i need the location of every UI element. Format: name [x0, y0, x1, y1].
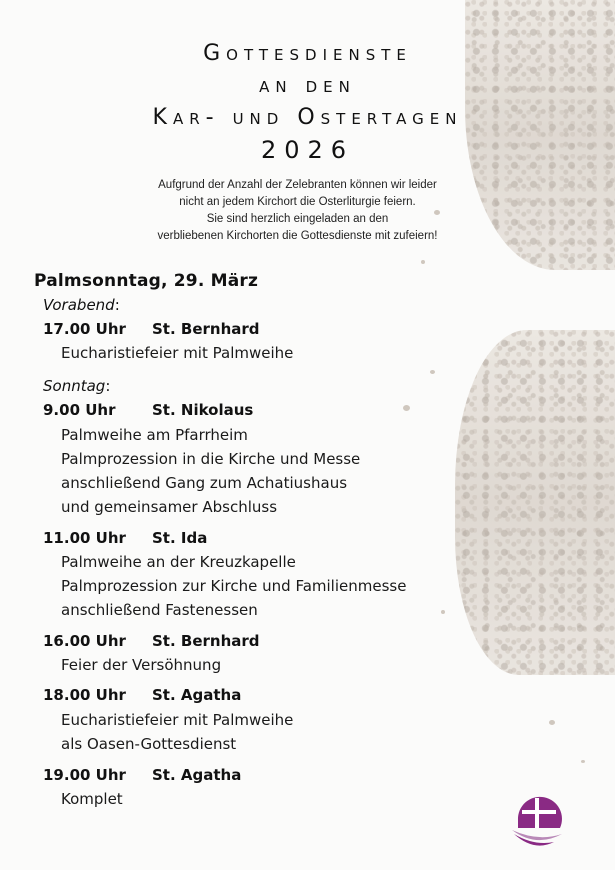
label-text: Vorabend [43, 296, 115, 314]
intro-line-3: Sie sind herzlich eingeladen an den [206, 213, 389, 225]
intro-line-4: verbliebenen Kirchorten die Gottesdienste mit zufeiern! [157, 230, 438, 242]
page-title [0, 38, 615, 166]
event-time: 16.00 Uhr [43, 632, 126, 650]
event-church: St. Ida [152, 529, 208, 547]
event-time: 17.00 Uhr [43, 320, 126, 338]
label-colon: : [105, 377, 111, 395]
event-church: St. Nikolaus [152, 401, 254, 419]
event-description [61, 787, 123, 811]
event-line: Komplet [61, 790, 123, 808]
event-line: Palmprozession zur Kirche und Familienmesse [61, 577, 407, 595]
title-line-3: Kar- und Ostertagen [152, 105, 463, 130]
event-line: anschließend Fastenessen [61, 601, 258, 619]
event-church: St. Agatha [152, 766, 242, 784]
event-line: Eucharistiefeier mit Palmweihe [61, 711, 294, 729]
event-line: Palmweihe am Pfarrheim [61, 426, 248, 444]
event-church: St. Bernhard [152, 632, 260, 650]
event-line: Feier der Versöhnung [61, 656, 222, 674]
title-line-2: an den [259, 73, 356, 98]
label-colon: : [114, 296, 120, 314]
event-line: Eucharistiefeier mit Palmweihe [61, 344, 294, 362]
event-line: anschließend Gang zum Achatiushaus [61, 474, 348, 492]
ash-speck [441, 610, 445, 614]
event-church: St. Agatha [152, 686, 242, 704]
section-label-vorabend [43, 296, 120, 314]
event-description [61, 550, 406, 622]
ash-speck [421, 260, 425, 264]
event-line: Palmweihe an der Kreuzkapelle [61, 553, 296, 571]
event-description [61, 653, 221, 677]
event-time: 9.00 Uhr [43, 401, 116, 419]
ash-speck [430, 370, 435, 374]
day-heading: Palmsonntag, 29. März [34, 271, 259, 291]
event-time: 18.00 Uhr [43, 686, 126, 704]
intro-line-1: Aufgrund der Anzahl der Zelebranten können wir leider [158, 179, 437, 191]
event-description [61, 423, 360, 519]
event-line: als Oasen-Gottesdienst [61, 735, 237, 753]
section-label-sonntag [43, 377, 110, 395]
ash-speck [403, 405, 410, 411]
event-time: 11.00 Uhr [43, 529, 126, 547]
event-description [61, 341, 293, 365]
title-year: 2026 [260, 136, 355, 164]
event-description [61, 708, 293, 756]
ash-speck [581, 760, 585, 763]
event-line: und gemeinsamer Abschluss [61, 498, 278, 516]
intro-text [0, 177, 595, 245]
ash-texture-middle [455, 330, 615, 675]
event-line: Palmprozession in die Kirche und Messe [61, 450, 361, 468]
event-time: 19.00 Uhr [43, 766, 126, 784]
ash-speck [549, 720, 555, 725]
label-text: Sonntag [43, 377, 106, 395]
event-church: St. Bernhard [152, 320, 260, 338]
parish-logo-icon [508, 790, 568, 850]
intro-line-2: nicht an jedem Kirchort die Osterliturgie feiern. [179, 196, 416, 208]
title-line-1: Gottesdienste [203, 41, 412, 66]
